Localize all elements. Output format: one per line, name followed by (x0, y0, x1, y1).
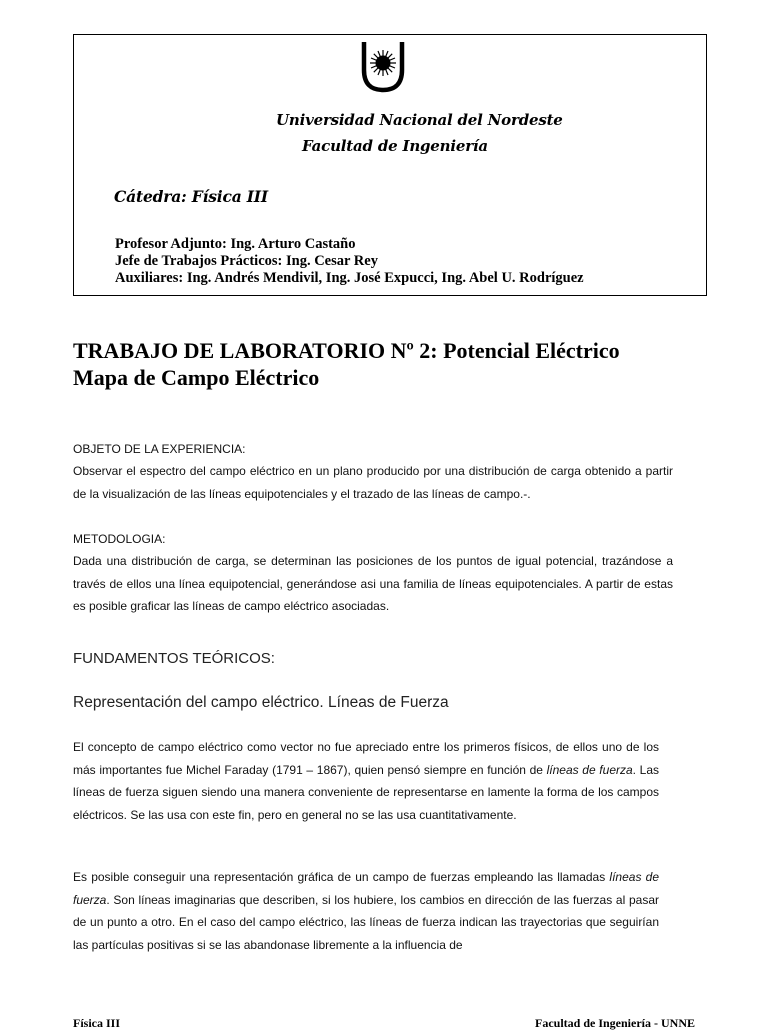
header-box (73, 34, 707, 296)
paragraph-1-part-a: El concepto de campo eléctrico como vector no fue apreciado entre los primeros físicos, de ellos uno de los más importantes fue Michel Faraday (1791 – 1867), quien pensó siempre en función de (73, 740, 659, 777)
faculty-name: Facultad de Ingeniería (302, 137, 488, 155)
chair-name: Cátedra: Física III (114, 187, 268, 206)
paragraph-2 (73, 866, 659, 956)
university-name: Universidad Nacional del Nordeste (276, 111, 563, 129)
paragraph-1-emphasis: líneas de fuerza (546, 762, 633, 777)
title-line-2: Mapa de Campo Eléctrico (73, 365, 320, 390)
metodologia-text: Dada una distribución de carga, se determinan las posiciones de los puntos de igual potencial, trazándose a través de ellos una línea equipotencial, generándose asi una familia de líneas equipotenciales. A partir de estas es posible graficar las líneas de campo eléctrico asociadas. (73, 554, 673, 613)
metodologia-label: METODOLOGIA: (73, 532, 166, 546)
fundamentos-paragraph-2 (73, 866, 659, 956)
page-title (73, 337, 713, 391)
section-objeto (73, 438, 673, 505)
staff-professor: Profesor Adjunto: Ing. Arturo Castaño (115, 236, 356, 252)
staff-assistants: Auxiliares: Ing. Andrés Mendivil, Ing. José Expucci, Ing. Abel U. Rodríguez (115, 270, 584, 286)
staff-jtp: Jefe de Trabajos Prácticos: Ing. Cesar Rey (115, 253, 378, 269)
paragraph-2-emphasis: líneas de fuerza (73, 870, 659, 907)
section-metodologia (73, 528, 673, 618)
title-line-1: TRABAJO DE LABORATORIO Nº 2: Potencial Eléctrico (73, 338, 620, 363)
paragraph-1 (73, 736, 659, 826)
objeto-text: Observar el espectro del campo eléctrico en un plano producido por una distribución de carga obtenido a partir de la visualización de las líneas equipotenciales y el trazado de las líneas de campo.-. (73, 464, 673, 501)
staff-list (115, 236, 584, 287)
objeto-label: OBJETO DE LA EXPERIENCIA: (73, 442, 246, 456)
fundamentos-heading: FUNDAMENTOS TEÓRICOS: (73, 650, 275, 667)
footer-right: Facultad de Ingeniería - UNNE (535, 1016, 695, 1030)
fundamentos-paragraph-1 (73, 736, 659, 826)
paragraph-2-part-b: . Son líneas imaginarias que describen, si los hubiere, los cambios en dirección de las fuerzas al pasar de un punto a otro. En el caso del campo eléctrico, las líneas de fuerza indican las trayectorias que seguirían las partículas positivas si se las abandonase libremente a la influencia de (73, 892, 659, 952)
paragraph-2-part-a: Es posible conseguir una representación gráfica de un campo de fuerzas empleando las llamadas (73, 870, 610, 884)
footer-left: Física III (73, 1016, 121, 1030)
university-logo-icon (358, 40, 408, 96)
paragraph-1-part-b: . Las líneas de fuerza siguen siendo una manera conveniente de representarse en lamente la forma de los campos eléctricos. Se las usa con este fin, pero en general no se las usa cuantitativamente. (73, 762, 660, 822)
fundamentos-subheading: Representación del campo eléctrico. Líneas de Fuerza (73, 694, 449, 711)
